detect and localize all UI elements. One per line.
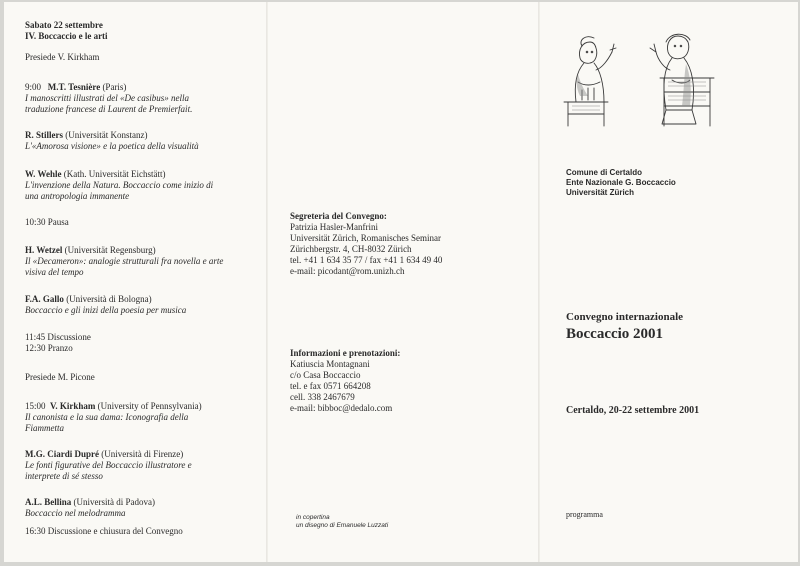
- talk-speaker: H. Wetzel: [25, 245, 63, 255]
- talk-affiliation: (Paris): [100, 82, 127, 92]
- talk-speaker: M.G. Ciardi Dupré: [25, 449, 99, 459]
- talk-title-line1: L'«Amorosa visione» e la poetica della visualità: [25, 141, 199, 151]
- talk-affiliation: (Universität Konstanz): [63, 130, 148, 140]
- talk-speaker: R. Stillers: [25, 130, 63, 140]
- cover-note-line2: un disegno di Emanuele Luzzati: [296, 522, 389, 529]
- talk-speaker: A.L. Bellina: [25, 497, 72, 507]
- talk-item: [25, 245, 223, 278]
- talk-speaker: V. Kirkham: [50, 401, 96, 411]
- talk-affiliation: (University of Pennsylvania): [95, 401, 202, 411]
- talk-affiliation: (Università di Bologna): [63, 294, 152, 304]
- talk-time: 15:00: [25, 401, 46, 411]
- chair-afternoon: Presiede M. Picone: [25, 372, 95, 382]
- talk-item: [25, 449, 192, 482]
- talk-affiliation: (Universität Regensburg): [62, 245, 156, 255]
- two-seated-figures-drawing-icon: [560, 30, 720, 130]
- organizer-line: Comune di Certaldo: [566, 168, 643, 177]
- organizer-line: Ente Nazionale G. Boccaccio: [566, 178, 676, 187]
- secretariat-line: Patrizia Hasler-Manfrini: [290, 222, 379, 232]
- talk-item: [25, 130, 199, 152]
- talk-speaker: F.A. Gallo: [25, 294, 64, 304]
- talk-title-line1: Boccaccio nel melodramma: [25, 508, 126, 518]
- talk-title-line1: L'invenzione della Natura. Boccaccio come inizio di: [25, 180, 214, 190]
- info-phone: tel. e fax 0571 664208: [290, 381, 371, 391]
- talk-title-line1: Il «Decameron»: analogie strutturali fra novella e arte: [25, 256, 224, 266]
- secretariat-line: Universität Zürich, Romanisches Seminar: [290, 233, 441, 243]
- talk-title-line2: visiva del tempo: [25, 267, 84, 277]
- fold-line: [538, 2, 540, 562]
- program-label: programma: [566, 510, 603, 519]
- pause-item: 10:30 Pausa: [25, 217, 69, 227]
- talk-item: [25, 401, 202, 434]
- event-title: Boccaccio 2001: [566, 326, 664, 342]
- info-heading: Informazioni e prenotazioni:: [290, 348, 401, 358]
- discussion-item: 11:45 Discussione: [25, 332, 91, 342]
- day-heading: Sabato 22 settembre: [25, 20, 103, 30]
- talk-affiliation: (Università di Firenze): [99, 449, 184, 459]
- secretariat-phone: tel. +41 1 634 35 77 / fax +41 1 634 49 40: [290, 255, 443, 265]
- chair-morning: Presiede V. Kirkham: [25, 52, 100, 62]
- talk-title-line1: Il canonista e la sua dama: Iconografia della: [25, 412, 189, 422]
- talk-title-line1: Boccaccio e gli inizi della poesia per musica: [25, 305, 187, 315]
- talk-title-line1: Le fonti figurative del Boccaccio illustratore e: [25, 460, 192, 470]
- event-type: Convegno internazionale: [566, 311, 684, 323]
- talk-item: [25, 294, 186, 316]
- talk-speaker: W. Wehle: [25, 169, 62, 179]
- secretariat-email: e-mail: picodant@rom.unizh.ch: [290, 266, 405, 276]
- talk-speaker: M.T. Tesnière: [47, 82, 101, 92]
- contact-panel: [266, 2, 538, 562]
- info-email: e-mail: bibboc@dedalo.com: [290, 403, 393, 413]
- talk-title-line2: Fiammetta: [25, 423, 64, 433]
- program-panel: [4, 2, 266, 562]
- talk-affiliation: (Università di Padova): [71, 497, 155, 507]
- event-place-date: Certaldo, 20-22 settembre 2001: [566, 405, 700, 416]
- talk-item: [25, 497, 155, 519]
- fold-line: [266, 2, 268, 562]
- session-title: IV. Boccaccio e le arti: [25, 31, 108, 41]
- talk-title-line2: interprete di sé stesso: [25, 471, 103, 481]
- talk-title-line1: I manoscritti illustrati del «De casibus» nella: [25, 93, 189, 103]
- talk-title-line2: traduzione francese di Laurent de Premierfait.: [25, 104, 193, 114]
- talk-item: [25, 169, 213, 202]
- info-line: c/o Casa Boccaccio: [290, 370, 361, 380]
- talk-title-line2: una antropologia immanente: [25, 191, 130, 201]
- secretariat-line: Zürichbergstr. 4, CH-8032 Zürich: [290, 244, 412, 254]
- cover-note-line1: in copertina: [296, 514, 330, 521]
- lunch-item: 12:30 Pranzo: [25, 343, 73, 353]
- organizer-line: Universität Zürich: [566, 188, 635, 197]
- talk-item: [25, 82, 192, 115]
- talk-time: 9:00: [25, 82, 42, 92]
- talk-affiliation: (Kath. Universität Eichstätt): [61, 169, 166, 179]
- info-line: Katiuscia Montagnani: [290, 359, 370, 369]
- closing-item: 16:30 Discussione e chiusura del Convegno: [25, 526, 183, 536]
- info-cell: cell. 338 2467679: [290, 392, 355, 402]
- secretariat-heading: Segreteria del Convegno:: [290, 211, 387, 221]
